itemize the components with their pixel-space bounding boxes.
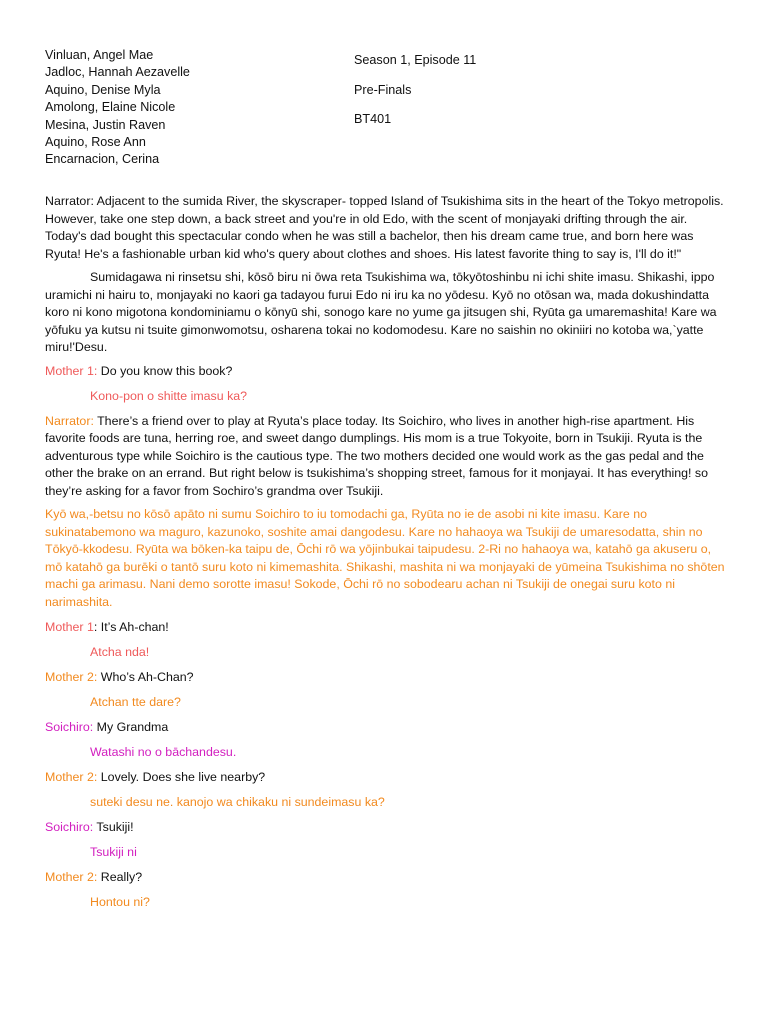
dialogue-translation: Kono-pon o shitte imasu ka? — [90, 388, 248, 403]
speaker-label: Soichiro: — [45, 720, 94, 734]
author-name: Vinluan, Angel Mae — [45, 48, 154, 62]
section-label: BT401 — [354, 112, 392, 126]
dialogue-line — [45, 819, 725, 837]
narrator-paragraph-japanese: Sumidagawa ni rinsetsu shi, kōsō biru ni ōwa reta Tsukishima wa, tōkyōtoshinbu ni ichi shite imasu. Shikashi, ippo uramichi ni hairu to, monjayaki no kaori ga tadayou furui Edo ni iru ka no yōdesu. Kyō no otōsan wa, mada dokushindatta koro ni kono migotona kondominiamu o kōnyū shi, sonogo kare no yume ga jitsugen shi, Ryūta ga umaremashita! Kare wa yōfuku ya kutsu ni tsuite gimonwomotsu, osharena tokai no kodomodesu. Kare no saishin no okiniiri no kotoba wa,`yatte miru!'Desu. — [45, 270, 717, 354]
author-name: Amolong, Elaine Nicole — [45, 100, 176, 115]
dialogue-translation: Tsukiji ni — [90, 845, 137, 859]
dialogue-text: My Grandma — [93, 720, 169, 734]
narrator-paragraph-japanese: Kyō wa,-betsu no kōsō apāto ni sumu Soichiro to iu tomodachi ga, Ryūta no ie de asobi ni kite imasu. Kare no sukinatabemono wa maguro, kazunoko, soshite amai dangodesu. Kare no hahaoya wa Tsukiji de umaresodatta, shin no Tōkyō-kkodesu. Ryūta wa bōken-ka taipu de, Ōchi rō wa yōjinbukai taipudesu. 2-Ri no hahaoya wa, katahō ga akuseru o, mō katahō ga burēki o tantō suru koto ni kimemashita. Shikashi, mashita ni wa monjayaki de yūmeina Tsukishima no shōten machi ga arimasu. Nani demo sorotte imasu! Sokode, Ōchi rō no sobodearu achan ni Tsukiji de onegai suru koto ni narimashita. — [45, 507, 725, 609]
speaker-label: Mother 1: — [45, 363, 98, 378]
speaker-label: Soichiro: — [45, 820, 94, 834]
term-label: Pre-Finals — [354, 82, 412, 97]
dialogue-text: Do you know this book? — [97, 363, 233, 378]
speaker-label: Mother 2: — [45, 670, 98, 684]
dialogue-translation: Atcha nda! — [90, 645, 150, 659]
dialogue-line — [45, 619, 725, 637]
dialogue-text: : It’s Ah-chan! — [93, 620, 169, 634]
dialogue-text: Who’s Ah-Chan? — [97, 670, 194, 684]
dialogue-line — [45, 769, 725, 787]
author-name: Jadloc, Hannah Aezavelle — [45, 65, 190, 80]
script-body — [45, 193, 725, 919]
speaker-label: Mother 2: — [45, 770, 98, 784]
dialogue-line — [45, 363, 725, 381]
dialogue-translation: suteki desu ne. kanojo wa chikaku ni sundeimasu ka? — [90, 795, 385, 809]
narration-text: There’s a friend over to play at Ryuta’s place today. Its Soichiro, who lives in another high-rise apartment. His favorite foods are tuna, herring roe, and sweet dango dumplings. His mom is a true Tokyoite, born in Tsukiji. Ryuta is the adventurous type while Soichiro is the cautious type. The two mothers decided one would work as the gas pedal and the other the brake on an errand. But right below is tsukishima’s shopping street, famous for it monjayai. It has everything! so they’re asking for a favor from Sochiro’s grandma over Tsukiji. — [45, 413, 709, 498]
dialogue-text: Really? — [97, 870, 143, 884]
dialogue-text: Lovely. Does she live nearby? — [97, 770, 266, 784]
dialogue-text: Tsukiji! — [93, 820, 134, 834]
dialogue-line — [45, 869, 725, 887]
dialogue-translation: Atchan tte dare? — [90, 695, 181, 709]
author-name: Aquino, Denise Myla — [45, 82, 161, 97]
author-name: Encarnacion, Cerina — [45, 152, 160, 167]
speaker-label: Narrator: — [45, 413, 94, 428]
narrator-paragraph-english: Narrator: Adjacent to the sumida River, the skyscraper- topped Island of Tsukishima sits in the heart of the Tokyo metropolis. However, take one step down, a back street and you're in old Edo, with the scent of monjayaki drifting through the air. Today's dad bought this spectacular condo when he was still a bachelor, then his dream came true, and born here was Ryuta! He's a fashionable urban kid who's query about clothes and shoes. His latest favorite thing to say is, I'll do it!" — [45, 194, 724, 261]
speaker-label: Mother 1 — [45, 620, 94, 634]
narrator-paragraph-english — [45, 413, 725, 501]
dialogue-line — [45, 719, 725, 737]
author-list — [45, 47, 190, 169]
author-name: Mesina, Justin Raven — [45, 117, 166, 132]
dialogue-translation: Hontou ni? — [90, 895, 150, 909]
author-name: Aquino, Rose Ann — [45, 135, 146, 150]
episode-label: Season 1, Episode 11 — [354, 53, 477, 67]
dialogue-line — [45, 669, 725, 687]
document-meta — [354, 53, 476, 142]
speaker-label: Mother 2: — [45, 870, 98, 884]
dialogue-translation: Watashi no o bāchandesu. — [90, 745, 237, 759]
